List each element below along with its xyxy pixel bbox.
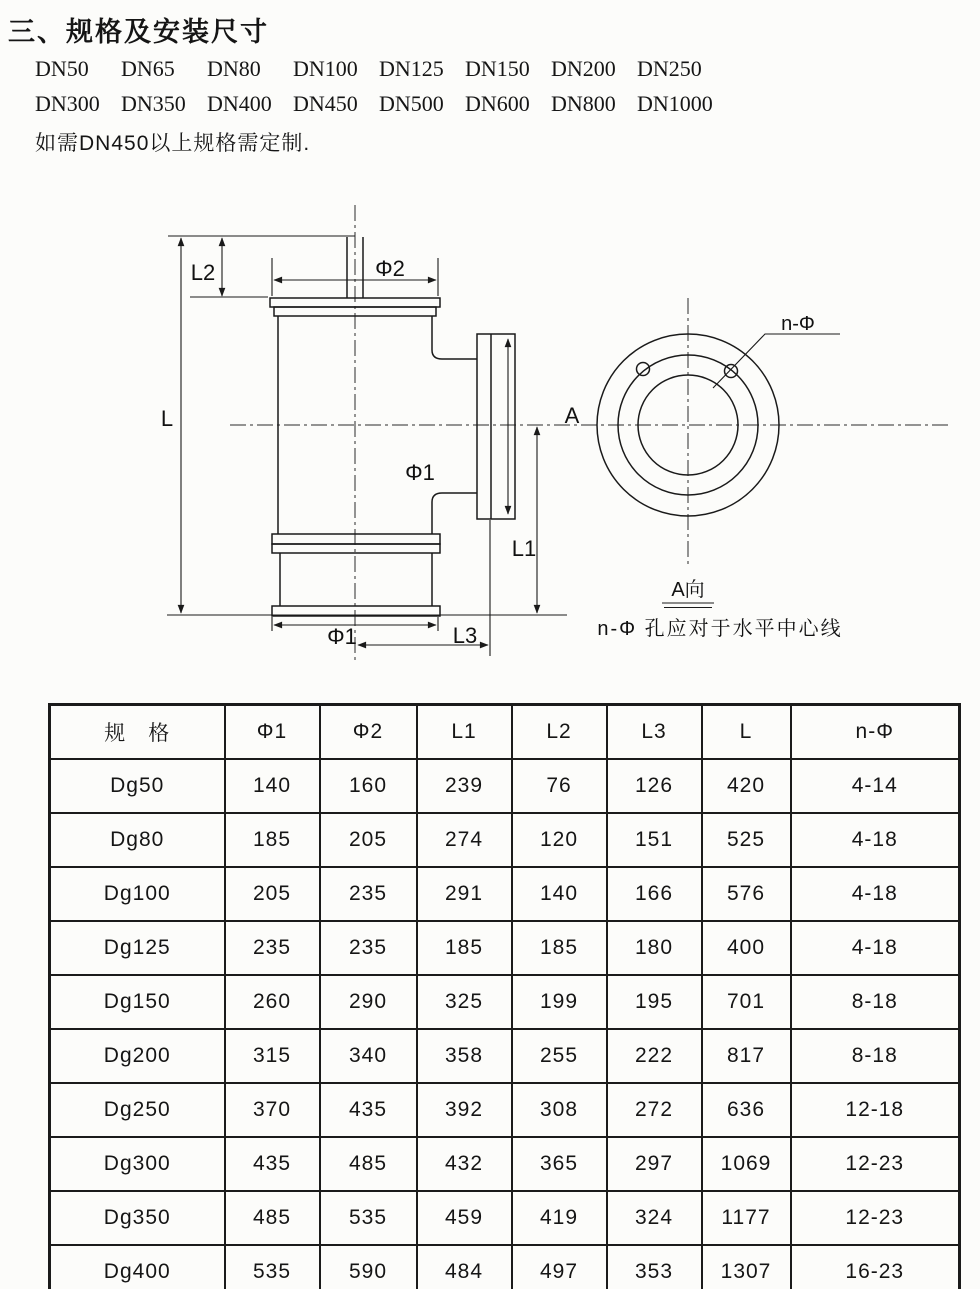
a-view-note: n-Φ 孔应对于水平中心线 — [597, 618, 843, 640]
value-cell: 525 — [702, 813, 791, 867]
value-cell: 535 — [320, 1191, 417, 1245]
value-cell: 235 — [225, 921, 320, 975]
value-cell: 497 — [512, 1245, 607, 1289]
value-cell: 4-18 — [791, 867, 960, 921]
value-cell: 76 — [512, 759, 607, 813]
dn-size: DN100 — [293, 56, 358, 81]
value-cell: 195 — [607, 975, 702, 1029]
value-cell: 16-23 — [791, 1245, 960, 1289]
value-cell: 1307 — [702, 1245, 791, 1289]
value-cell: 485 — [320, 1137, 417, 1191]
value-cell: 324 — [607, 1191, 702, 1245]
value-cell: 199 — [512, 975, 607, 1029]
value-cell: 353 — [607, 1245, 702, 1289]
spec-cell: Dg150 — [50, 975, 225, 1029]
dn-size: DN450 — [293, 91, 358, 116]
value-cell: 432 — [417, 1137, 512, 1191]
value-cell: 222 — [607, 1029, 702, 1083]
table-row — [50, 759, 960, 813]
column-header: Φ1 — [225, 705, 320, 760]
value-cell: 12-23 — [791, 1191, 960, 1245]
dn-size-row-2 — [35, 91, 723, 117]
dn-size: DN600 — [465, 91, 530, 116]
page-title: 三、规格及安装尺寸 — [8, 17, 269, 47]
value-cell: 8-18 — [791, 1029, 960, 1083]
value-cell: 308 — [512, 1083, 607, 1137]
value-cell: 126 — [607, 759, 702, 813]
dn-size: DN300 — [35, 91, 100, 116]
dn-size: DN80 — [207, 56, 261, 81]
dim-label-L2: L2 — [190, 260, 216, 285]
value-cell: 297 — [607, 1137, 702, 1191]
dim-label-phi1-bottom: Φ1 — [327, 624, 357, 649]
table-row — [50, 1245, 960, 1289]
value-cell: 185 — [512, 921, 607, 975]
dn-size: DN250 — [637, 56, 702, 81]
value-cell: 4-18 — [791, 813, 960, 867]
value-cell: 8-18 — [791, 975, 960, 1029]
table-row — [50, 975, 960, 1029]
table-header-row — [50, 705, 960, 760]
value-cell: 1069 — [702, 1137, 791, 1191]
value-cell: 151 — [607, 813, 702, 867]
value-cell: 12-18 — [791, 1083, 960, 1137]
value-cell: 340 — [320, 1029, 417, 1083]
table-row — [50, 813, 960, 867]
spec-cell: Dg250 — [50, 1083, 225, 1137]
value-cell: 636 — [702, 1083, 791, 1137]
dn-size: DN350 — [121, 91, 186, 116]
value-cell: 392 — [417, 1083, 512, 1137]
value-cell: 419 — [512, 1191, 607, 1245]
column-header: n-Φ — [791, 705, 960, 760]
value-cell: 255 — [512, 1029, 607, 1083]
value-cell: 4-14 — [791, 759, 960, 813]
spec-cell: Dg200 — [50, 1029, 225, 1083]
spec-cell: Dg350 — [50, 1191, 225, 1245]
custom-order-note: 如需DN450以上规格需定制. — [35, 132, 311, 155]
dn-size: DN400 — [207, 91, 272, 116]
value-cell: 205 — [320, 813, 417, 867]
dn-size: DN50 — [35, 56, 89, 81]
spec-cell: Dg300 — [50, 1137, 225, 1191]
value-cell: 140 — [512, 867, 607, 921]
dim-label-L: L — [160, 406, 174, 431]
value-cell: 272 — [607, 1083, 702, 1137]
value-cell: 817 — [702, 1029, 791, 1083]
dn-size: DN200 — [551, 56, 616, 81]
value-cell: 701 — [702, 975, 791, 1029]
value-cell: 315 — [225, 1029, 320, 1083]
value-cell: 12-23 — [791, 1137, 960, 1191]
value-cell: 370 — [225, 1083, 320, 1137]
value-cell: 576 — [702, 867, 791, 921]
n-phi-leader-line — [713, 334, 840, 388]
value-cell: 484 — [417, 1245, 512, 1289]
dn-size: DN500 — [379, 91, 444, 116]
spec-cell: Dg80 — [50, 813, 225, 867]
dimensions-table — [48, 703, 961, 1289]
value-cell: 185 — [225, 813, 320, 867]
value-cell: 420 — [702, 759, 791, 813]
value-cell: 590 — [320, 1245, 417, 1289]
value-cell: 325 — [417, 975, 512, 1029]
table-row — [50, 867, 960, 921]
lower-flange-plate-1 — [272, 534, 440, 544]
value-cell: 120 — [512, 813, 607, 867]
column-header: L — [702, 705, 791, 760]
value-cell: 166 — [607, 867, 702, 921]
value-cell: 140 — [225, 759, 320, 813]
value-cell: 459 — [417, 1191, 512, 1245]
value-cell: 185 — [417, 921, 512, 975]
lower-flange-plate-2 — [272, 544, 440, 553]
value-cell: 1177 — [702, 1191, 791, 1245]
column-header: L3 — [607, 705, 702, 760]
value-cell: 290 — [320, 975, 417, 1029]
value-cell: 400 — [702, 921, 791, 975]
table-row — [50, 1191, 960, 1245]
dim-label-L3: L3 — [452, 623, 478, 648]
dn-size: DN800 — [551, 91, 616, 116]
table-row — [50, 1083, 960, 1137]
a-view-underline — [662, 603, 714, 608]
dn-size: DN150 — [465, 56, 530, 81]
value-cell: 180 — [607, 921, 702, 975]
value-cell: 235 — [320, 867, 417, 921]
value-cell: 235 — [320, 921, 417, 975]
column-header: Φ2 — [320, 705, 417, 760]
value-cell: 358 — [417, 1029, 512, 1083]
column-header: L2 — [512, 705, 607, 760]
value-cell: 205 — [225, 867, 320, 921]
spec-cell: Dg50 — [50, 759, 225, 813]
dim-label-phi2: Φ2 — [375, 256, 405, 281]
spec-cell: Dg400 — [50, 1245, 225, 1289]
side-nozzle-top — [432, 350, 477, 359]
dn-size: DN1000 — [637, 91, 713, 116]
column-header: 规 格 — [50, 705, 225, 760]
value-cell: 365 — [512, 1137, 607, 1191]
dim-label-phi1-mid: Φ1 — [405, 460, 435, 485]
table-row — [50, 921, 960, 975]
bolt-hole-right — [725, 365, 738, 378]
value-cell: 435 — [225, 1137, 320, 1191]
side-flange — [477, 334, 515, 519]
value-cell: 239 — [417, 759, 512, 813]
n-phi-label: n-Φ — [781, 313, 815, 335]
dn-size: DN125 — [379, 56, 444, 81]
section-label-A: A — [564, 403, 580, 428]
side-nozzle-bottom — [432, 493, 477, 502]
lower-body-walls — [280, 553, 432, 606]
technical-drawing — [0, 190, 980, 690]
bolt-hole-left — [637, 363, 650, 376]
value-cell: 535 — [225, 1245, 320, 1289]
value-cell: 274 — [417, 813, 512, 867]
spec-cell: Dg100 — [50, 867, 225, 921]
dn-size: DN65 — [121, 56, 175, 81]
value-cell: 4-18 — [791, 921, 960, 975]
column-header: L1 — [417, 705, 512, 760]
a-view-label: A向 — [671, 579, 705, 601]
table-row — [50, 1137, 960, 1191]
value-cell: 485 — [225, 1191, 320, 1245]
value-cell: 260 — [225, 975, 320, 1029]
value-cell: 291 — [417, 867, 512, 921]
dim-label-L1: L1 — [511, 536, 537, 561]
spec-cell: Dg125 — [50, 921, 225, 975]
value-cell: 160 — [320, 759, 417, 813]
table-row — [50, 1029, 960, 1083]
value-cell: 435 — [320, 1083, 417, 1137]
dn-size-row-1 — [35, 56, 723, 82]
